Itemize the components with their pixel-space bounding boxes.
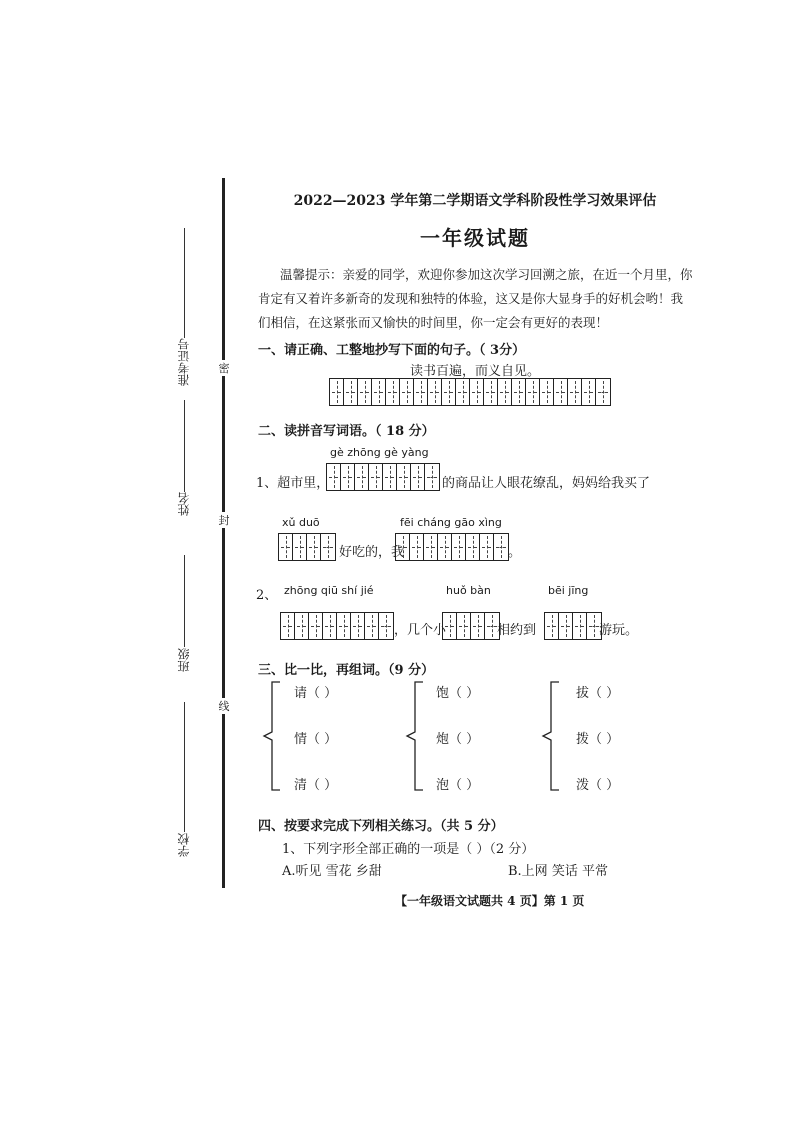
grid-cell[interactable] xyxy=(457,613,471,639)
q2-grid-zhongqiushijie[interactable] xyxy=(280,612,394,640)
q3-heading: 三、比一比，再组词。（9 分） xyxy=(258,663,435,678)
grid-cell[interactable] xyxy=(484,379,498,405)
grid-cell[interactable] xyxy=(358,379,372,405)
exam-subtitle: 一年级试题 xyxy=(420,226,530,250)
grid-cell[interactable] xyxy=(295,613,309,639)
q3-brace-1 xyxy=(262,680,282,792)
q3-item-pao1[interactable]: 炮（ ） xyxy=(436,732,480,747)
grid-cell[interactable] xyxy=(321,534,335,560)
q2-grid-feichanggaoxing[interactable] xyxy=(395,533,509,561)
q3-item-pao2[interactable]: 泡（ ） xyxy=(436,778,480,793)
grid-cell[interactable] xyxy=(582,379,596,405)
q2-grid-gezhonggeyang[interactable] xyxy=(326,463,440,491)
class-label: 班级 xyxy=(177,648,191,672)
grid-cell[interactable] xyxy=(452,534,466,560)
seal-char-1: 密 xyxy=(218,362,230,375)
grid-cell[interactable] xyxy=(355,464,369,490)
grid-cell[interactable] xyxy=(466,534,480,560)
school-underline xyxy=(184,702,185,832)
grid-cell[interactable] xyxy=(396,534,410,560)
exam-id-label: 准考证号 xyxy=(177,338,191,386)
grid-cell[interactable] xyxy=(456,379,470,405)
q4-option-b[interactable]: B.上网 笑话 平常 xyxy=(508,864,608,879)
name-label: 姓名 xyxy=(177,492,191,516)
grid-cell[interactable] xyxy=(559,613,573,639)
tip-line-2: 肯定有又着许多新奇的发现和独特的体验，这又是你大显身手的好机会哟！我 xyxy=(258,291,684,306)
grid-cell[interactable] xyxy=(470,379,484,405)
q3-item-po[interactable]: 泼（ ） xyxy=(576,778,620,793)
grid-cell[interactable] xyxy=(414,379,428,405)
grid-cell[interactable] xyxy=(494,534,508,560)
q4-sub1: 1、下列字形全部正确的一项是（ ）（2 分） xyxy=(282,842,535,857)
q3-item-qing3[interactable]: 清（ ） xyxy=(294,778,338,793)
grid-cell[interactable] xyxy=(512,379,526,405)
grid-cell[interactable] xyxy=(369,464,383,490)
q2-p3-num: 2、 xyxy=(256,588,278,603)
grid-cell[interactable] xyxy=(442,379,456,405)
q4-heading: 四、按要求完成下列相关练习。（共 5 分） xyxy=(258,819,504,834)
grid-cell[interactable] xyxy=(540,379,554,405)
tip-line-3: 们相信，在这紧张而又愉快的时间里，你一定会有更好的表现！ xyxy=(258,315,609,330)
q3-item-qing1[interactable]: 请（ ） xyxy=(294,686,338,701)
q2-p3-mid1: ，几个小 xyxy=(394,623,447,638)
page-footer: 【一年级语文试题共 4 页】第 1 页 xyxy=(395,894,585,908)
seal-char-3: 线 xyxy=(218,700,230,713)
grid-cell[interactable] xyxy=(344,379,358,405)
grid-cell[interactable] xyxy=(424,534,438,560)
grid-cell[interactable] xyxy=(596,379,610,405)
grid-cell[interactable] xyxy=(293,534,307,560)
grid-cell[interactable] xyxy=(372,379,386,405)
q2-p2-end: 。 xyxy=(508,545,522,560)
grid-cell[interactable] xyxy=(365,613,379,639)
q3-brace-2 xyxy=(405,680,425,792)
q4-option-a[interactable]: A.听见 雪花 乡甜 xyxy=(282,864,382,879)
q3-item-bo[interactable]: 拨（ ） xyxy=(576,732,620,747)
q2-grid-beijing[interactable] xyxy=(544,612,602,640)
q2-grid-xuduo[interactable] xyxy=(278,533,336,561)
grid-cell[interactable] xyxy=(323,613,337,639)
grid-cell[interactable] xyxy=(498,379,512,405)
tip-line-1: 温馨提示：亲爱的同学，欢迎你参加这次学习回溯之旅，在近一个月里，你 xyxy=(280,267,693,282)
name-underline xyxy=(184,400,185,492)
grid-cell[interactable] xyxy=(341,464,355,490)
q1-sentence: 读书百遍，而义自见。 xyxy=(410,364,541,379)
exam-id-underline xyxy=(184,228,185,338)
grid-cell[interactable] xyxy=(386,379,400,405)
binding-line xyxy=(222,178,225,888)
grid-cell[interactable] xyxy=(327,464,341,490)
school-label: 学校 xyxy=(177,833,191,857)
q1-writing-grid[interactable] xyxy=(329,378,611,406)
grid-cell[interactable] xyxy=(526,379,540,405)
grid-cell[interactable] xyxy=(397,464,411,490)
grid-cell[interactable] xyxy=(383,464,397,490)
q1-heading: 一、请正确、工整地抄写下面的句子。（ 3分） xyxy=(258,343,526,358)
grid-cell[interactable] xyxy=(428,379,442,405)
q2-p2-pinyin-a: xǔ duō xyxy=(282,516,320,529)
q2-p3-pinyin-b: huǒ bàn xyxy=(446,584,491,597)
grid-cell[interactable] xyxy=(573,613,587,639)
seal-char-2: 封 xyxy=(218,514,230,527)
grid-cell[interactable] xyxy=(438,534,452,560)
grid-cell[interactable] xyxy=(554,379,568,405)
grid-cell[interactable] xyxy=(351,613,365,639)
q2-heading: 二、读拼音写词语。（ 18 分） xyxy=(258,424,435,439)
grid-cell[interactable] xyxy=(279,534,293,560)
grid-cell[interactable] xyxy=(307,534,321,560)
q2-p2-mid: 好吃的，我 xyxy=(339,545,405,560)
q2-p1-pinyin: gè zhōng gè yàng xyxy=(330,446,429,459)
q2-p2-pinyin-b: fēi cháng gāo xìng xyxy=(400,516,502,529)
q3-brace-3 xyxy=(541,680,561,792)
q2-grid-huoban[interactable] xyxy=(442,612,500,640)
q2-p1-prefix: 1、超市里， xyxy=(256,476,330,491)
grid-cell[interactable] xyxy=(480,534,494,560)
q2-p3-mid2: 相约到 xyxy=(497,623,537,638)
q3-item-qing2[interactable]: 情（ ） xyxy=(294,732,338,747)
grid-cell[interactable] xyxy=(411,464,425,490)
q3-item-ba[interactable]: 拔（ ） xyxy=(576,686,620,701)
grid-cell[interactable] xyxy=(309,613,323,639)
grid-cell[interactable] xyxy=(425,464,439,490)
q2-p1-suffix: 的商品让人眼花缭乱，妈妈给我买了 xyxy=(442,476,651,491)
q3-item-bao[interactable]: 饱（ ） xyxy=(436,686,480,701)
grid-cell[interactable] xyxy=(443,613,457,639)
grid-cell[interactable] xyxy=(545,613,559,639)
class-underline xyxy=(184,555,185,647)
grid-cell[interactable] xyxy=(471,613,485,639)
q2-p3-pinyin-a: zhōng qiū shí jié xyxy=(284,584,374,597)
q2-p3-end: 游玩。 xyxy=(599,623,639,638)
grid-cell[interactable] xyxy=(330,379,344,405)
grid-cell[interactable] xyxy=(337,613,351,639)
grid-cell[interactable] xyxy=(281,613,295,639)
grid-cell[interactable] xyxy=(400,379,414,405)
grid-cell[interactable] xyxy=(410,534,424,560)
grid-cell[interactable] xyxy=(379,613,393,639)
exam-title: 2022—2023 学年第二学期语文学科阶段性学习效果评估 xyxy=(293,193,657,209)
grid-cell[interactable] xyxy=(568,379,582,405)
q2-p3-pinyin-c: bēi jīng xyxy=(548,584,589,597)
